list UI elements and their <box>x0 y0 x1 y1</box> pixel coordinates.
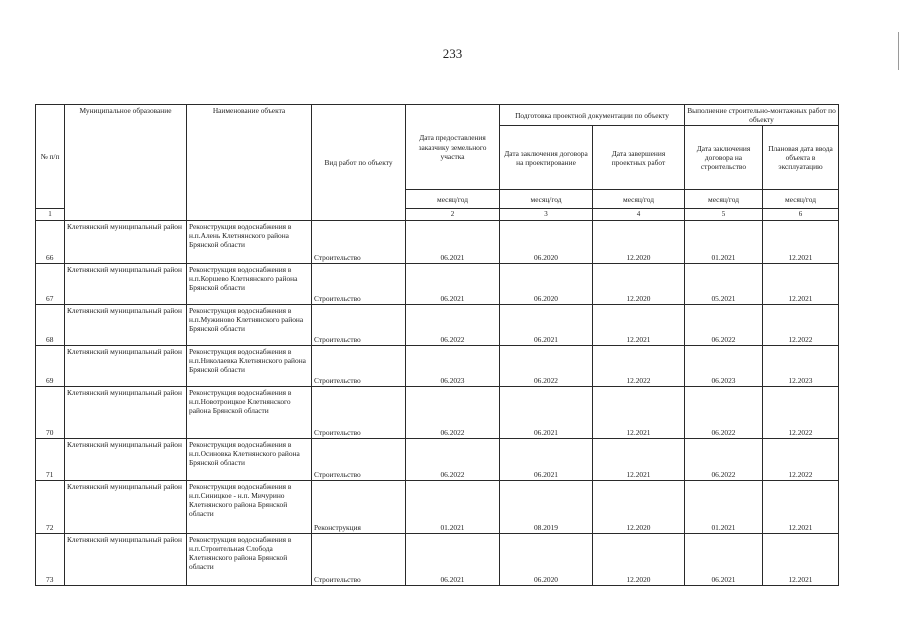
row-work-type: Строительство <box>312 264 406 305</box>
scan-edge-mark <box>898 32 899 70</box>
row-commission: 12.2022 <box>763 439 839 481</box>
unit-commission: месяц/год <box>763 190 839 209</box>
row-design-contract: 06.2020 <box>500 264 593 305</box>
row-num: 66 <box>36 221 65 264</box>
row-build-contract: 05.2021 <box>685 264 763 305</box>
row-design-end: 12.2021 <box>593 387 685 439</box>
row-municipality: Клетнянский муниципальный район <box>65 387 187 439</box>
row-num: 73 <box>36 534 65 586</box>
row-num: 71 <box>36 439 65 481</box>
column-number: 2 <box>406 209 500 221</box>
column-number: 1 <box>36 209 65 221</box>
row-build-contract: 01.2021 <box>685 221 763 264</box>
row-commission: 12.2021 <box>763 481 839 534</box>
row-object: Реконструкция водоснабжения в н.п.Синицкое - н.п. Мичурино Клетнянского района Брянской области <box>187 481 312 534</box>
row-municipality: Клетнянский муниципальный район <box>65 305 187 346</box>
row-object: Реконструкция водоснабжения в н.п.Алень Клетнянского района Брянской области <box>187 221 312 264</box>
table-row <box>36 481 839 534</box>
table-row <box>36 264 839 305</box>
column-number: 4 <box>593 209 685 221</box>
column-number: 3 <box>500 209 593 221</box>
row-design-end: 12.2020 <box>593 221 685 264</box>
header-municipality: Муниципальное образование <box>65 105 187 221</box>
unit-build-contract: месяц/год <box>685 190 763 209</box>
row-land-date: 06.2022 <box>406 439 500 481</box>
table-row <box>36 387 839 439</box>
table-row <box>36 221 839 264</box>
header-work-type: Вид работ по объекту <box>312 105 406 221</box>
row-land-date: 06.2021 <box>406 534 500 586</box>
row-object: Реконструкция водоснабжения в н.п.Мужиново Клетнянского района Брянской области <box>187 305 312 346</box>
row-num: 67 <box>36 264 65 305</box>
row-work-type: Строительство <box>312 346 406 387</box>
row-design-contract: 06.2020 <box>500 221 593 264</box>
header-num: № п/п <box>36 105 65 209</box>
row-design-contract: 06.2021 <box>500 305 593 346</box>
row-commission: 12.2022 <box>763 305 839 346</box>
page-number: 233 <box>442 46 463 61</box>
row-build-contract: 06.2023 <box>685 346 763 387</box>
table-row <box>36 534 839 586</box>
column-number: 6 <box>763 209 839 221</box>
row-municipality: Клетнянский муниципальный район <box>65 346 187 387</box>
row-municipality: Клетнянский муниципальный район <box>65 534 187 586</box>
row-land-date: 01.2021 <box>406 481 500 534</box>
row-design-end: 12.2022 <box>593 346 685 387</box>
table-row <box>36 439 839 481</box>
row-object: Реконструкция водоснабжения в н.п.Строительная Слобода Клетнянского района Брянской области <box>187 534 312 586</box>
row-object: Реконструкция водоснабжения в н.п.Коршево Клетнянского района Брянской области <box>187 264 312 305</box>
row-work-type: Строительство <box>312 534 406 586</box>
header-design-end: Дата завершения проектных работ <box>593 126 685 190</box>
row-design-end: 12.2020 <box>593 481 685 534</box>
row-num: 72 <box>36 481 65 534</box>
row-design-contract: 06.2021 <box>500 387 593 439</box>
header-land-date: Дата предоставления заказчику земельного участка <box>406 105 500 190</box>
row-work-type: Строительство <box>312 305 406 346</box>
row-design-contract: 08.2019 <box>500 481 593 534</box>
row-commission: 12.2022 <box>763 387 839 439</box>
header-build-group: Выполнение строительно-монтажных работ по объекту <box>685 105 839 126</box>
column-number: 5 <box>685 209 763 221</box>
row-design-end: 12.2020 <box>593 534 685 586</box>
row-work-type: Строительство <box>312 439 406 481</box>
row-municipality: Клетнянский муниципальный район <box>65 264 187 305</box>
row-work-type: Строительство <box>312 387 406 439</box>
row-design-contract: 06.2021 <box>500 439 593 481</box>
row-municipality: Клетнянский муниципальный район <box>65 221 187 264</box>
row-design-contract: 06.2020 <box>500 534 593 586</box>
row-build-contract: 06.2021 <box>685 534 763 586</box>
objects-table <box>35 104 839 586</box>
row-build-contract: 06.2022 <box>685 439 763 481</box>
unit-design-end: месяц/год <box>593 190 685 209</box>
row-num: 68 <box>36 305 65 346</box>
row-design-end: 12.2020 <box>593 264 685 305</box>
unit-land-date: месяц/год <box>406 190 500 209</box>
row-municipality: Клетнянский муниципальный район <box>65 439 187 481</box>
row-work-type: Строительство <box>312 221 406 264</box>
row-land-date: 06.2022 <box>406 305 500 346</box>
header-commission: Плановая дата ввода объекта в эксплуатацию <box>763 126 839 190</box>
row-design-end: 12.2021 <box>593 439 685 481</box>
row-land-date: 06.2021 <box>406 221 500 264</box>
row-object: Реконструкция водоснабжения в н.п.Новотроицкое Клетнянского района Брянской области <box>187 387 312 439</box>
header-design-group: Подготовка проектной документации по объекту <box>500 105 685 126</box>
row-build-contract: 06.2022 <box>685 387 763 439</box>
row-municipality: Клетнянский муниципальный район <box>65 481 187 534</box>
row-land-date: 06.2022 <box>406 387 500 439</box>
header-build-contract: Дата заключения договора на строительство <box>685 126 763 190</box>
row-num: 70 <box>36 387 65 439</box>
row-build-contract: 06.2022 <box>685 305 763 346</box>
row-num: 69 <box>36 346 65 387</box>
row-design-contract: 06.2022 <box>500 346 593 387</box>
row-object: Реконструкция водоснабжения в н.п.Осиновка Клетнянского района Брянской области <box>187 439 312 481</box>
table-row <box>36 346 839 387</box>
row-build-contract: 01.2021 <box>685 481 763 534</box>
header-object: Наименование объекта <box>187 105 312 221</box>
table-row <box>36 305 839 346</box>
row-commission: 12.2021 <box>763 221 839 264</box>
row-commission: 12.2023 <box>763 346 839 387</box>
row-commission: 12.2021 <box>763 534 839 586</box>
row-design-end: 12.2021 <box>593 305 685 346</box>
row-land-date: 06.2021 <box>406 264 500 305</box>
row-land-date: 06.2023 <box>406 346 500 387</box>
row-object: Реконструкция водоснабжения в н.п.Николаевка Клетнянского района Брянской области <box>187 346 312 387</box>
header-design-contract: Дата заключения договора на проектирование <box>500 126 593 190</box>
unit-design-contract: месяц/год <box>500 190 593 209</box>
row-commission: 12.2021 <box>763 264 839 305</box>
row-work-type: Реконструкция <box>312 481 406 534</box>
